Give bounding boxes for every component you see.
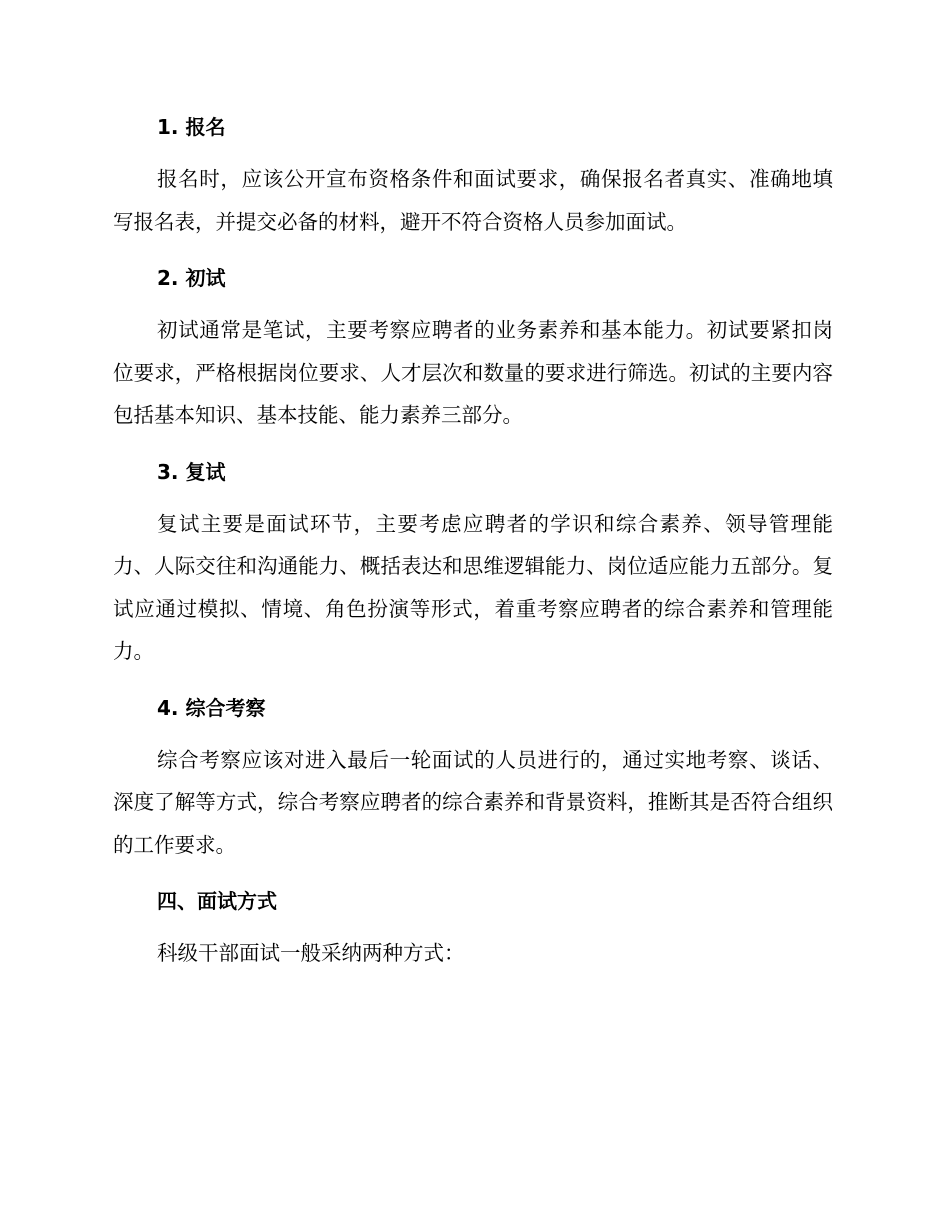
section-paragraph-comprehensive-review: 综合考察应该对进入最后一轮面试的人员进行的，通过实地考察、谈话、深度了解等方式，综合考察应聘者的综合素养和背景资料，推断其是否符合组织的工作要求。 — [113, 747, 833, 857]
section-heading-preliminary-exam: 2. 初试 — [157, 266, 226, 290]
section-heading-second-exam: 3. 复试 — [157, 459, 226, 484]
section-paragraph-registration: 报名时，应该公开宣布资格条件和面试要求，确保报名者真实、准确地填写报名表，并提交必备的材料，避开不符合资格人员参加面试。 — [113, 167, 833, 234]
section-paragraph-interview-methods: 科级干部面试一般采纳两种方式： — [157, 941, 465, 965]
document-body — [113, 103, 833, 975]
section-heading-comprehensive-review: 4. 综合考察 — [157, 695, 266, 720]
section-heading-interview-methods: 四、面试方式 — [157, 889, 277, 913]
section-paragraph-second-exam: 复试主要是面试环节，主要考虑应聘者的学识和综合素养、领导管理能力、人际交往和沟通能力、概括表达和思维逻辑能力、岗位适应能力五部分。复试应通过模拟、情境、角色扮演等形式，着重考察应聘者的综合素养和管理能力。 — [113, 511, 833, 663]
section-paragraph-preliminary-exam: 初试通常是笔试，主要考察应聘者的业务素养和基本能力。初试要紧扣岗位要求，严格根据岗位要求、人才层次和数量的要求进行筛选。初试的主要内容包括基本知识、基本技能、能力素养三部分。 — [113, 318, 833, 427]
section-heading-registration: 1. 报名 — [157, 115, 226, 139]
